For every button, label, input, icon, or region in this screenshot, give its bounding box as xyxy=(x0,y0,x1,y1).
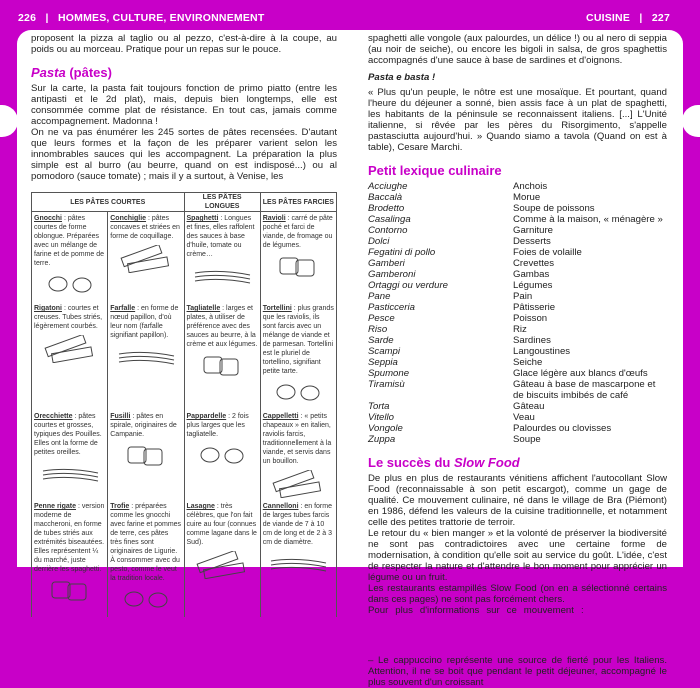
pasta-illustration-icon xyxy=(266,551,330,579)
pasta-description: : en forme de nœud papillon, d'où leur nom (farfalle signifiant papillon). xyxy=(110,305,179,339)
pasta-description: : très célèbres, que l'on fait cuire au four (connues comme lagane dans le Sud). xyxy=(186,503,257,546)
pasta-cell xyxy=(184,212,260,303)
table-row xyxy=(32,302,337,410)
pasta-paragraph: On ne va pas énumérer les 245 sortes de pâtes recensées. D'autant que leurs formes et la façon de les préparer varient selon les innombrables sauces qui les accompagnent. La préparation la plus simple est al burro (au beurre, quand on est indisposé...) ou al pomodoro (sauce tomate) ; mais il y a surtout, à Venise, les xyxy=(31,127,337,182)
pasta-description: : 2 fois plus larges que les tagliatelle. xyxy=(186,413,249,438)
heading-text: Le succès du xyxy=(368,455,454,470)
right-running-header: CUISINE | 227 xyxy=(586,12,670,24)
pasta-name: Cannelloni xyxy=(262,503,299,510)
pasta-name: Orecchiette xyxy=(34,413,73,420)
lexicon-translation: Riz xyxy=(513,324,527,335)
links-label: Pour plus d'informations sur ce mouvement : xyxy=(368,605,591,616)
pasta-name: Tagliatelle xyxy=(186,305,221,312)
pasta-illustration-icon xyxy=(114,587,178,615)
lexicon-term: Acciughe xyxy=(368,181,408,192)
pasta-name: Farfalle xyxy=(110,305,136,312)
pasta-name: Fusilli xyxy=(110,413,131,420)
quote-title: Pasta e basta ! xyxy=(368,72,436,83)
lexicon-term: Spumone xyxy=(368,368,410,379)
link-slowfood-it[interactable]: slowfood.it xyxy=(368,616,414,627)
lexicon-term: Pane xyxy=(368,291,391,302)
lexicon-translation: Langoustines xyxy=(513,346,571,357)
pasta-description: : pâtes en spirale, originaires de Campanie. xyxy=(110,413,177,438)
pasta-cell xyxy=(260,302,336,410)
lexicon-term: Dolci xyxy=(368,236,390,247)
pasta-description: : pâtes concaves et striées en forme de coquillage. xyxy=(110,215,180,240)
lexicon-term: Fegatini di pollo xyxy=(368,247,436,258)
section-title: CUISINE xyxy=(586,12,631,24)
pasta-name: Penne rigate xyxy=(34,503,77,510)
lexicon-translation: Légumes xyxy=(513,280,553,291)
lexicon-translation: Desserts xyxy=(513,236,551,247)
pasta-illustration-icon xyxy=(190,353,254,381)
lexicon-translation: Gâteau xyxy=(513,401,545,412)
right-page xyxy=(350,30,683,688)
table-header: LES PÂTES COURTES xyxy=(32,193,185,212)
lexicon-list xyxy=(368,181,667,445)
pasta-illustration-icon xyxy=(38,335,102,363)
pasta-name: Trofie xyxy=(110,503,130,510)
pasta-name: Conchiglie xyxy=(110,215,147,222)
pasta-illustration-icon xyxy=(190,263,254,291)
pasta-cell xyxy=(32,212,108,303)
pasta-cell xyxy=(108,500,184,617)
table-header: LES PÂTES LONGUES xyxy=(184,193,260,212)
pasta-heading xyxy=(31,65,337,80)
slow-food-paragraph: Le retour du « bien manger » et la volonté de préserver la biodiversité ne sont pas contradictoires avec une certaine forme de modernisation, à condition qu'elle soit au service du goût. L'idée, c'est de respecter la nature et d'attendre le bon moment pour apprécier un légume ou un fruit. xyxy=(368,528,667,583)
lexicon-term: Tiramisù xyxy=(368,379,405,390)
lexicon-translation: Foies de volaille xyxy=(513,247,582,258)
pasta-cell xyxy=(260,410,336,500)
lexicon-translation: Pain xyxy=(513,291,533,302)
pasta-cell xyxy=(32,410,108,500)
thumb-tab xyxy=(682,105,700,137)
lexicon-term: Scampi xyxy=(368,346,400,357)
lexicon-translation: Morue xyxy=(513,192,541,203)
lexicon-term: Ortaggi ou verdure xyxy=(368,280,448,291)
intro-paragraph: proposent la pizza al taglio ou al pezzo, c'est-à-dire à la coupe, au poids ou au morceau. Pratique pour un repas sur le pouce. xyxy=(31,33,337,55)
section-title: HOMMES, CULTURE, ENVIRONNEMENT xyxy=(57,12,265,24)
lexicon-term: Baccalà xyxy=(368,192,403,203)
lexicon-term: Riso xyxy=(368,324,388,335)
pasta-table xyxy=(31,192,337,617)
lexicon-term: Gamberi xyxy=(368,258,405,269)
pasta-illustration-icon xyxy=(114,344,178,372)
thumb-tab xyxy=(0,105,18,137)
lexicon-term: Zuppa xyxy=(368,434,396,445)
pasta-description: : pâtes courtes et grosses, typiques des Pouilles. Elles ont la forme de petites oreilles. xyxy=(34,413,102,456)
lexicon-term: Pasticceria xyxy=(368,302,415,313)
table-row xyxy=(32,410,337,500)
page-number: 226 xyxy=(18,12,37,24)
lexicon-term: Casalinga xyxy=(368,214,411,225)
table-row xyxy=(32,500,337,617)
left-page xyxy=(17,30,351,582)
pasta-description: : en forme de larges tubes farcis de viande de 7 à 10 cm de long et de 2 à 3 cm de diamètre. xyxy=(262,503,333,546)
pasta-paragraph: Sur la carte, la pasta fait toujours fonction de primo piatto (entre les antipasti et le 2d plat), mais, depuis bien longtemps, elle est consommée comme plat de résistance. En tout cas, jamais comme accompagnement. Madonna ! xyxy=(31,83,337,127)
page-number: 227 xyxy=(651,12,670,24)
pasta-description: : carré de pâte poché et farci de viande, de fromage ou de légumes. xyxy=(262,215,333,249)
lexicon-translation: Garniture xyxy=(513,225,553,236)
lexicon-translation: Palourdes ou clovisses xyxy=(513,423,612,434)
pasta-description: : pâtes courtes de forme oblongue. Préparées avec un mélange de farine et de pomme de terre. xyxy=(34,215,105,267)
pasta-cell xyxy=(184,500,260,617)
pasta-cell xyxy=(108,410,184,500)
pasta-description: : plus grands que les raviolis, ils sont farcis avec un mélange de viande et de parmesan. Tortellini est le pluriel de tortellino, signifiant petite tarte. xyxy=(262,305,334,375)
link-slowfood-fr[interactable]: slowfood.fr xyxy=(607,605,655,616)
pasta-cell xyxy=(32,302,108,410)
pasta-description: : préparées comme les gnocchi avec farine et pommes de terre, ces pâtes très fines sont originaires de Ligurie. À consommer avec du pesto, comme le veut la tradition locale. xyxy=(110,503,182,582)
pasta-illustration-icon xyxy=(38,578,102,606)
slow-food-links: Pour plus d'informations sur ce mouvement : ● slowfood.fr ● slowfood.it ● xyxy=(368,605,667,627)
pasta-illustration-icon xyxy=(114,443,178,471)
lexicon-translation: Anchois xyxy=(513,181,548,192)
pasta-illustration-icon xyxy=(38,461,102,489)
pasta-cell xyxy=(108,212,184,303)
lexicon-term: Torta xyxy=(368,401,390,412)
lexicon-translation: Glace légère aux blancs d'œufs xyxy=(513,368,648,379)
lexicon-translation: Pâtisserie xyxy=(513,302,556,313)
lexicon-translation: Poisson xyxy=(513,313,548,324)
lexicon-translation: Soupe de poissons xyxy=(513,203,595,214)
pasta-illustration-icon xyxy=(266,254,330,282)
left-running-header: 226 | HOMMES, CULTURE, ENVIRONNEMENT xyxy=(18,12,265,24)
heading-em: Slow Food xyxy=(453,455,520,470)
lexicon-term: Seppia xyxy=(368,357,398,368)
slow-food-paragraph: De plus en plus de restaurants vénitiens affichent l'autocollant Slow Food (reconnaissable à son petit escargot), comme un gage de qualité. Ce mouvement culinaire, né dans le village de Bra (Piémont) en 1986, défend les valeurs de la cuisine traditionnelle, et notamment celle des petites trattorie de terroir. xyxy=(368,473,667,528)
pasta-illustration-icon xyxy=(266,470,330,498)
heading-em: Pasta xyxy=(31,65,66,80)
table-row xyxy=(32,212,337,303)
pasta-cell xyxy=(260,500,336,617)
pasta-name: Tortellini xyxy=(262,305,292,312)
pasta-illustration-icon xyxy=(38,272,102,300)
lexicon-translation: Comme à la maison, « ménagère » xyxy=(513,214,663,225)
pasta-name: Pappardelle xyxy=(186,413,227,420)
pasta-cell xyxy=(184,302,260,410)
lexicon-term: Brodetto xyxy=(368,203,405,214)
slow-food-heading xyxy=(368,455,667,470)
table-header: LES PÂTES FARCIES xyxy=(260,193,336,212)
pasta-name: Lasagne xyxy=(186,503,215,510)
lexicon-term: Vongole xyxy=(368,423,403,434)
lexicon-translation: Crevettes xyxy=(513,258,555,269)
lexicon-translation: Seiche xyxy=(513,357,543,368)
lexicon-term: Sarde xyxy=(368,335,394,346)
pasta-name: Rigatoni xyxy=(34,305,62,312)
pasta-illustration-icon xyxy=(114,245,178,273)
pasta-cell xyxy=(32,500,108,617)
pasta-illustration-icon xyxy=(266,380,330,408)
lexicon-translation: Gambas xyxy=(513,269,550,280)
slow-food-paragraph: Les restaurants estampillés Slow Food (on en a sélectionné certains dans ces pages) ne sont pas forcément chers. xyxy=(368,583,667,605)
pasta-description: : larges et plates, à utiliser de préférence avec des sauces au beurre, à la crème et aux légumes. xyxy=(186,305,258,348)
pasta-description: : courtes et creuses. Tubes striés, légèrement courbés. xyxy=(34,305,103,330)
pasta-description: : Longues et fines, elles raffolent des sauces à base d'huile, tomate ou crème… xyxy=(186,215,255,258)
pasta-name: Spaghetti xyxy=(186,215,219,222)
lexicon-translation: Veau xyxy=(513,412,535,423)
lexicon-translation: Gâteau à base de mascarpone et de biscuits imbibés de café xyxy=(513,379,656,401)
pasta-cell xyxy=(260,212,336,303)
pasta-description: : version moderne de maccheroni, en forme de tubes striés aux extrémités biseautées. Elles représentent ¼ du marché, juste derrière les spaghetti. xyxy=(34,503,105,573)
lexicon-term: Gamberoni xyxy=(368,269,416,280)
pasta-name: Ravioli xyxy=(262,215,286,222)
pasta-illustration-icon xyxy=(190,443,254,471)
interdits-heading: Les interdits dans la cuisine italienne xyxy=(368,637,599,652)
heading-rest: (pâtes) xyxy=(65,65,112,80)
lexicon-heading: Petit lexique culinaire xyxy=(368,163,502,178)
lexicon-term: Pesce xyxy=(368,313,395,324)
quote-paragraph: « Plus qu'un peuple, le nôtre est une mosaïque. Et pourtant, quand l'heure du déjeuner a sonné, bien assis face à un plat de spaghetti, les habitants de la péninsule se reconnaissent italiens. [...] L'Unité italienne, si rêvée par les pères du Risorgimento, s'appelle pastasciutta aujourd'hui. » Quando siamo a tavola (Quand on est à table), Cesare Marchi. xyxy=(368,87,667,153)
pasta-description: : « petits chapeaux » en italien, raviolis farcis, traditionnellement à la viande, et servis dans un bouillon. xyxy=(262,413,332,465)
pasta-cell xyxy=(184,410,260,500)
pasta-name: Cappelletti xyxy=(262,413,299,420)
pasta-name: Gnocchi xyxy=(34,215,63,222)
lexicon-term: Vitello xyxy=(368,412,394,423)
interdits-paragraph: – Le cappuccino représente une source de fierté pour les Italiens. Attention, il ne se boit que pendant le petit déjeuner, accompagné le plus souvent d'un croissant xyxy=(368,655,667,688)
pasta-cell xyxy=(108,302,184,410)
lexicon-term: Contorno xyxy=(368,225,408,236)
pasta-illustration-icon xyxy=(190,551,254,579)
lexicon-translation: Soupe xyxy=(513,434,541,445)
intro-paragraph: spaghetti alle vongole (aux palourdes, un délice !) ou al nero di seppia (au noir de seiche), ou encore les bigoli in salsa, de gros spaghettis accompagnés d'une sauce à base de sardines et d'oignons. xyxy=(368,33,667,66)
lexicon-translation: Sardines xyxy=(513,335,551,346)
